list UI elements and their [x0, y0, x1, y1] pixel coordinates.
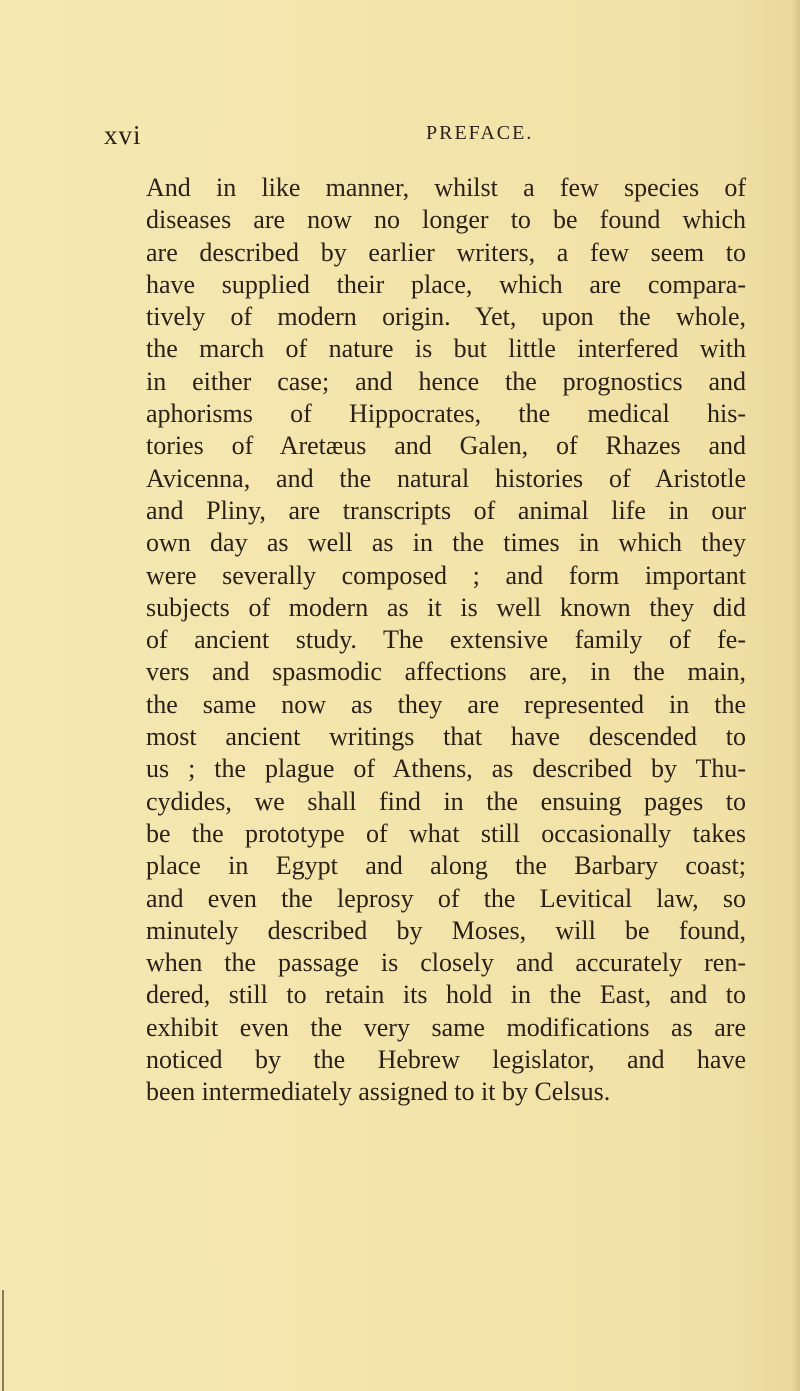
- text-line: the march of nature is but little interfered with: [146, 334, 746, 364]
- text-line: dered, still to retain its hold in the East, and to: [146, 980, 746, 1010]
- page-header: [104, 120, 684, 154]
- text-line: of ancient study. The extensive family of fe-: [146, 625, 746, 655]
- text-line: been intermediately assigned to it by Celsus.: [146, 1077, 611, 1107]
- text-line: the same now as they are represented in the: [146, 689, 746, 719]
- text-line: most ancient writings that have descended to: [146, 722, 746, 752]
- text-line: and Pliny, are transcripts of animal life in our: [146, 495, 746, 525]
- text-line: diseases are now no longer to be found which: [146, 205, 746, 235]
- text-line: tories of Aretæus and Galen, of Rhazes and: [146, 431, 746, 461]
- text-line: noticed by the Hebrew legislator, and have: [146, 1045, 746, 1075]
- text-line: were severally composed ; and form important: [146, 560, 746, 590]
- text-line: vers and spasmodic affections are, in the main,: [146, 657, 746, 687]
- text-line: minutely described by Moses, will be found,: [146, 915, 746, 945]
- text-line: and even the leprosy of the Levitical law, so: [146, 883, 746, 913]
- text-line: cydides, we shall find in the ensuing pages to: [146, 786, 746, 816]
- text-line: place in Egypt and along the Barbary coast;: [146, 851, 746, 881]
- text-line: subjects of modern as it is well known they did: [146, 592, 746, 622]
- text-line: And in like manner, whilst a few species of: [146, 173, 746, 202]
- text-line: Avicenna, and the natural histories of Aristotle: [146, 463, 746, 493]
- text-line: are described by earlier writers, a few seem to: [146, 237, 746, 267]
- text-line: in either case; and hence the prognostics and: [146, 366, 746, 396]
- page-number: xvi: [104, 120, 142, 150]
- text-line: us ; the plague of Athens, as described by Thu-: [146, 754, 746, 784]
- text-line: tively of modern origin. Yet, upon the whole,: [146, 302, 746, 332]
- text-line: own day as well as in the times in which they: [146, 528, 746, 558]
- text-line: aphorisms of Hippocrates, the medical his-: [146, 399, 746, 429]
- page-edge-shadow: [792, 0, 800, 1391]
- running-head: PREFACE.: [426, 122, 534, 144]
- body-paragraph: [146, 172, 746, 1109]
- text-line: exhibit even the very same modifications as are: [146, 1012, 746, 1042]
- page-edge-mark: [2, 1290, 4, 1391]
- text-line: have supplied their place, which are compara-: [146, 269, 746, 299]
- text-line: when the passage is closely and accurately ren-: [146, 948, 746, 978]
- text-line: be the prototype of what still occasionally takes: [146, 818, 746, 848]
